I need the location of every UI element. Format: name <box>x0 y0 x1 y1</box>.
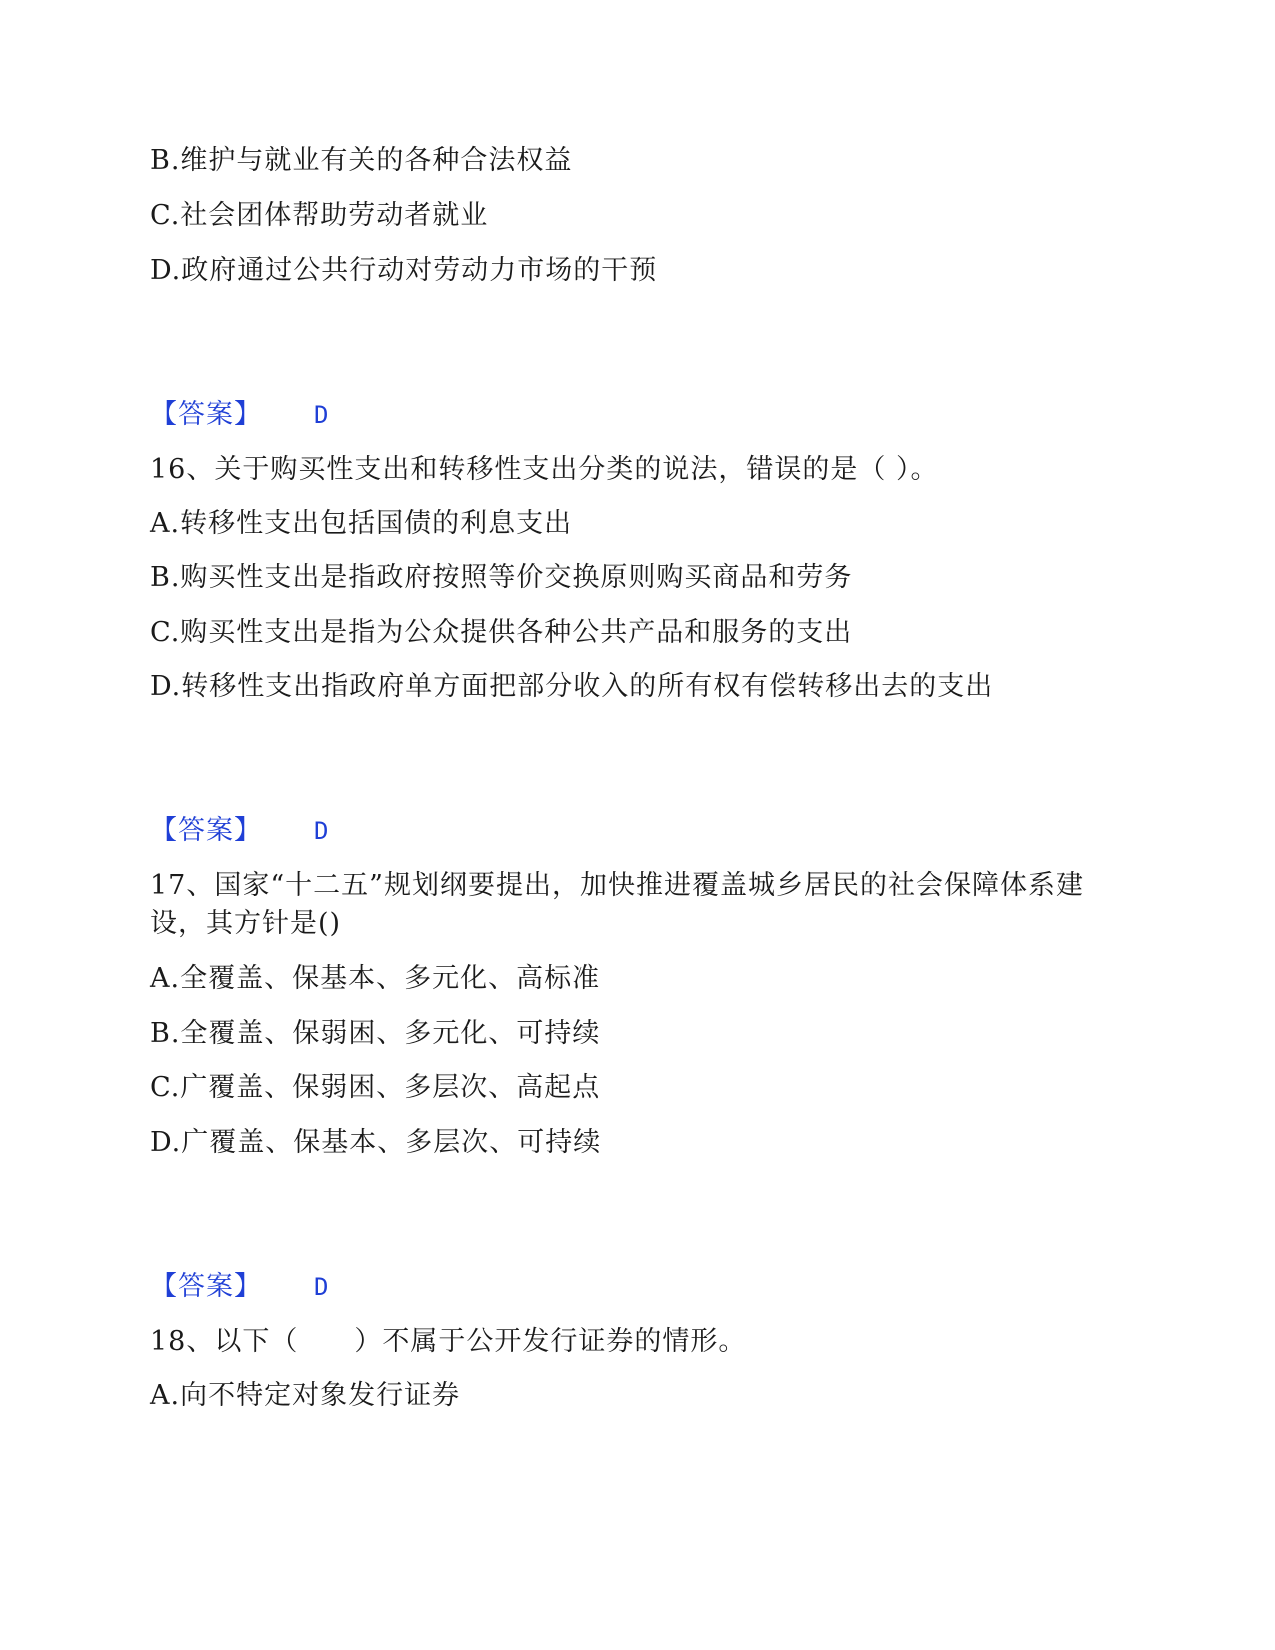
q16-option-c: C.购买性支出是指为公众提供各种公共产品和服务的支出 <box>150 617 853 648</box>
q15-answer-value: D <box>314 401 330 429</box>
q16-answer-value: D <box>314 817 330 845</box>
q17-option-a: A.全覆盖、保基本、多元化、高标准 <box>150 963 601 994</box>
q16-option-d: D.转移性支出指政府单方面把部分收入的所有权有偿转移出去的支出 <box>150 671 994 702</box>
q17-question-line2: 设，其方针是() <box>150 908 342 939</box>
q15-answer <box>150 396 329 434</box>
q17-option-c: C.广覆盖、保弱困、多层次、高起点 <box>150 1072 601 1103</box>
q15-option-b: B.维护与就业有关的各种合法权益 <box>150 145 573 176</box>
q15-option-c: C.社会团体帮助劳动者就业 <box>150 200 489 231</box>
q16-answer <box>150 812 329 850</box>
q17-answer <box>150 1268 329 1306</box>
q16-option-a: A.转移性支出包括国债的利息支出 <box>150 508 573 539</box>
q16-answer-label: 【答案】 <box>150 815 262 846</box>
q17-option-d: D.广覆盖、保基本、多层次、可持续 <box>150 1127 602 1158</box>
q18-option-a: A.向不特定对象发行证券 <box>150 1380 461 1411</box>
q16-question: 16、关于购买性支出和转移性支出分类的说法，错误的是（ ）。 <box>150 454 939 485</box>
q16-option-b: B.购买性支出是指政府按照等价交换原则购买商品和劳务 <box>150 562 853 593</box>
q17-answer-value: D <box>314 1273 330 1301</box>
q17-answer-label: 【答案】 <box>150 1271 262 1302</box>
q15-answer-label: 【答案】 <box>150 399 262 430</box>
q17-question-line1: 17、国家“十二五”规划纲要提出，加快推进覆盖城乡居民的社会保障体系建 <box>150 870 1084 901</box>
q15-option-d: D.政府通过公共行动对劳动力市场的干预 <box>150 255 658 286</box>
q18-question: 18、以下（ ）不属于公开发行证券的情形。 <box>150 1326 747 1357</box>
q17-option-b: B.全覆盖、保弱困、多元化、可持续 <box>150 1018 601 1049</box>
